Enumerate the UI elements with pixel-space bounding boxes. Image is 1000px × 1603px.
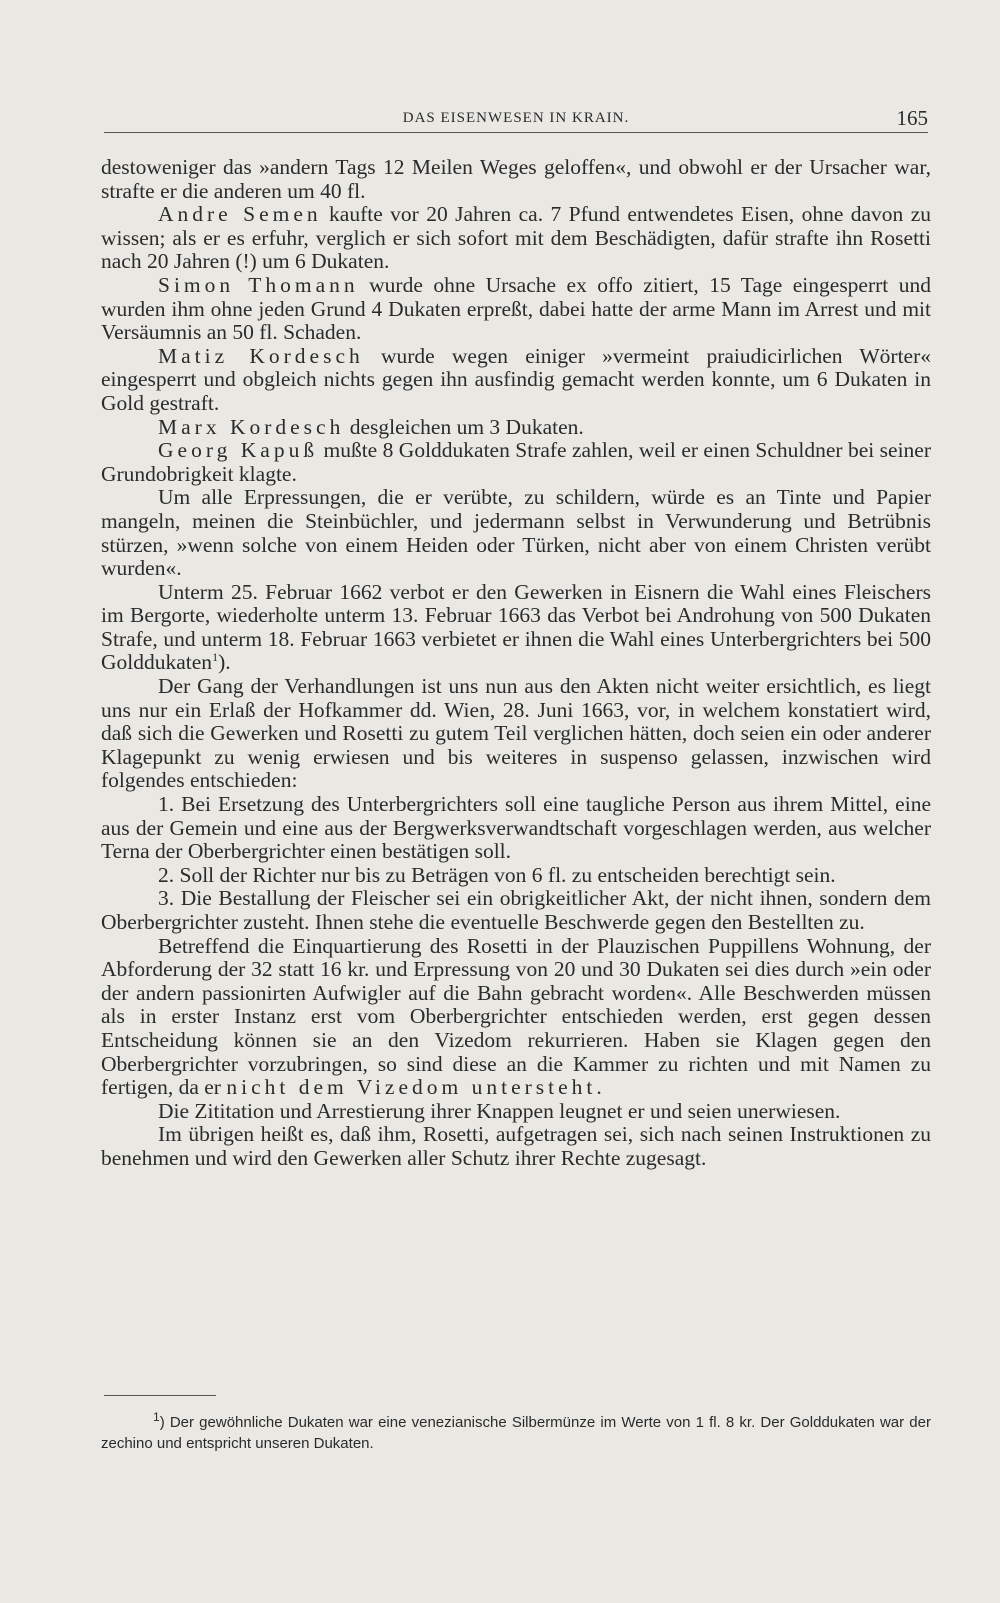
paragraph-2 [101,203,931,274]
page-header [104,104,928,133]
person-name: Matiz Kordesch [158,343,364,368]
paragraph-4 [101,345,931,416]
paragraph-9: Der Gang der Verhandlungen ist uns nun aus den Akten nicht weiter ersichtlich, es liegt uns nur ein Erlaß der Hofkammer dd. Wien, 28. Juni 1663, vor, in welchem konstatiert wird, daß sich die Gewerken und Rosetti zu gutem Teil verglichen hätten, doch seien ein oder anderer Klagepunkt zu wenig erwiesen und bis weiteres in suspenso gelassen, inzwischen wird folgendes entschieden: [101,674,931,793]
footnote-marker-close: ) [159,1414,165,1431]
paragraph-7: Um alle Erpressungen, die er verübte, zu schildern, würde es an Tinte und Papier mangeln, meinen die Steinbüchler, und jedermann selbst in Verwunderung und Betrübnis stürzen, »wenn solche von einem Heiden oder Türken, nicht aber von einem Christen verübt wurden«. [101,485,931,581]
person-name: Simon Thomann [158,272,359,297]
emphasis-spaced: nicht dem Vizedom untersteht [226,1075,597,1100]
list-item-1: 1. Bei Ersetzung des Unterbergrichters soll eine taugliche Person aus ihrem Mittel, eine aus der Gemein und eine aus der Bergwerksverwandtschaft vorgeschlagen werden, aus welcher Terna der Oberbergrichter einen bestätigen soll. [101,792,931,864]
list-item-2: 2. Soll der Richter nur bis zu Beträgen von 6 fl. zu entscheiden berechtigt sein. [158,862,836,887]
paragraph-8-text: Unterm 25. Februar 1662 verbot er den Gewerken in Eisnern die Wahl eines Fleischers im Bergorte, wiederholte unterm 13. Februar 1663 das Verbot bei Androhung von 500 Dukaten Strafe, und unterm 18. Februar 1663 verbietet er ihnen die Wahl eines Unterbergrichters bei 500 Golddukaten [101,579,931,675]
paragraph-5 [101,416,931,440]
footnote-text [101,1412,931,1454]
paragraph-13-end: . [596,1075,602,1100]
paragraph-8-end: ). [218,650,231,675]
paragraph-14: Die Zititation und Arrestierung ihrer Knappen leugnet er und seien unerwiesen. [158,1098,841,1123]
paragraph-6 [101,439,931,486]
paragraph-2-text: kaufte vor 20 Jahren ca. 7 Pfund entwendetes Eisen, ohne davon zu wissen; als er es erfuhr, verglich er sich sofort mit dem Beschädigten, dafür strafte ihn Rosetti nach 20 Jahren (!) um 6 Dukaten. [101,202,931,274]
paragraph-3-text: wurde ohne Ursache ex offo zitiert, 15 Tage eingesperrt und wurden ihm ohne jeden Grund 4 Dukaten erpreßt, dabei hatte der arme Mann im Arrest und mit Versäumnis an 50 fl. Schaden. [101,272,932,345]
paragraph-13 [101,935,931,1100]
person-name: Georg Kapuß [158,438,319,463]
footnote-reference[interactable]: 1 [212,650,219,665]
paragraph-5-text: desgleichen um 3 Dukaten. [344,414,584,439]
person-name: Marx Kordesch [158,414,345,439]
footnote-marker: 1 [153,1410,160,1424]
paragraph-13-text: Betreffend die Einquartierung des Rosetti in der Plauzischen Puppillens Wohnung, der Abforderung der 32 statt 16 kr. und Erpressung von 20 und 30 Dukaten sei dies durch »ein oder der andern passionirten Aufwigler auf die Bahn gebracht worden«. Alle Beschwerden müssen als in erster Instanz erst vom Oberbergrichter entschieden werden, erst gegen dessen Entscheidung können sie an den Vizedom rekurrieren. Haben sie Klagen gegen den Oberbergrichter vorzubringen, so sind diese an die Kammer zu richten und mit Namen zu fertigen, da er [101,933,931,1100]
paragraph-8 [101,581,931,675]
list-item-3: 3. Die Bestallung der Fleischer sei ein obrigkeitlicher Akt, der nicht ihnen, sondern dem Oberbergrichter zusteht. Ihnen stehe die eventuelle Beschwerde gegen den Bestellten zu. [101,886,931,934]
running-title: DAS EISENWESEN IN KRAIN. [402,110,630,126]
paragraph-15: Im übrigen heißt es, daß ihm, Rosetti, aufgetragen sei, sich nach seinen Instruktionen zu benehmen und wird den Gewerken aller Schutz ihrer Rechte zugesagt. [101,1122,931,1170]
person-name: Andre Semen [158,202,322,227]
paragraph-6-text: mußte 8 Golddukaten Strafe zahlen, weil er einen Schuldner bei seiner Grundobrigkeit klagte. [101,438,931,486]
paragraph-1: destoweniger das »andern Tags 12 Meilen Weges geloffen«, und obwohl er der Ursacher war, strafte er die anderen um 40 fl. [101,155,931,203]
footnote [101,1412,931,1454]
paragraph-3 [101,274,931,345]
footnote-body: Der gewöhnliche Dukaten war eine venezianische Silbermünze im Werte von 1 fl. 8 kr. Der Golddukaten war der zechino und entspricht unseren Dukaten. [101,1414,931,1452]
footnote-divider [104,1395,216,1396]
paragraph-4-text: wurde wegen einiger »vermeint praiudicirlichen Wörter« eingesperrt und obgleich nichts gegen ihn ausfindig gemacht werden konnte, um 6 Dukaten in Gold gestraft. [101,343,932,415]
page-number: 165 [896,106,928,130]
body-text [101,156,931,1171]
